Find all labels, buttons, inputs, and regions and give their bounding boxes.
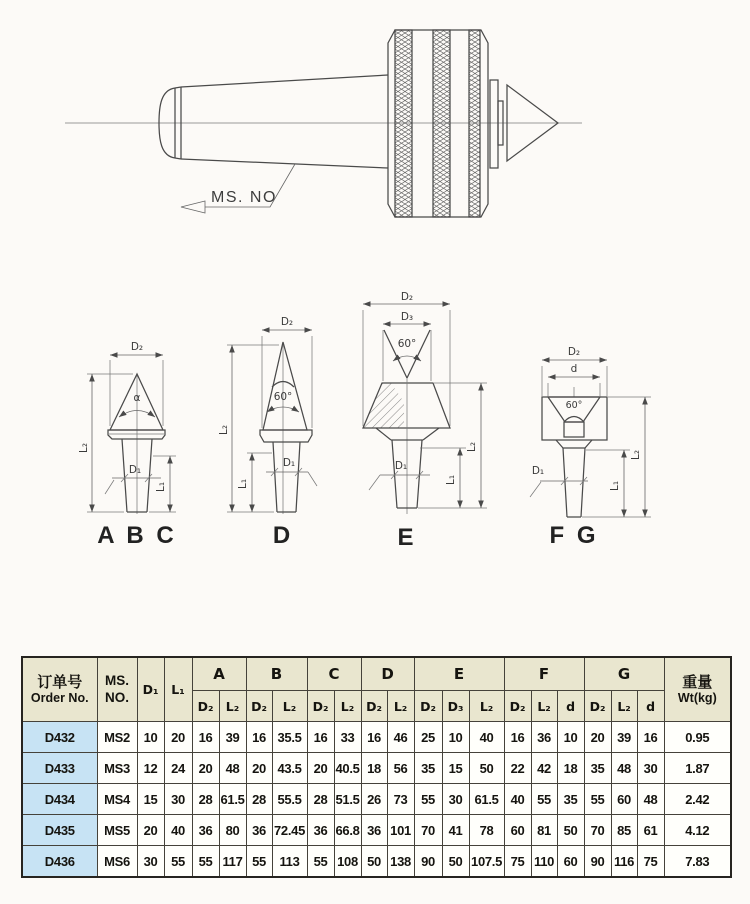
dimension-value-cell: 50 xyxy=(469,753,504,784)
dimension-value-cell: 55 xyxy=(584,784,611,815)
order-no-cell: D436 xyxy=(22,846,97,878)
leader-arrow-icon xyxy=(181,201,205,213)
dimension-value-cell: 81 xyxy=(531,815,557,846)
dimension-value-cell: 22 xyxy=(504,753,531,784)
dimension-value-cell: 20 xyxy=(137,815,164,846)
dimension-value-cell: 61.5 xyxy=(469,784,504,815)
dimension-value-cell: 80 xyxy=(219,815,246,846)
ms-no-callout xyxy=(181,164,295,213)
sub-header: d xyxy=(557,691,584,722)
dim-label-d1: D₁ xyxy=(282,457,296,469)
dimension-value-cell: 75 xyxy=(504,846,531,878)
dimension-value-cell: 20 xyxy=(164,722,192,753)
sub-header: L₂ xyxy=(334,691,361,722)
dimension-value-cell: 36 xyxy=(531,722,557,753)
dimension-value-cell: 35 xyxy=(557,784,584,815)
dimension-value-cell: 75 xyxy=(637,846,664,878)
diagram-e xyxy=(363,291,487,551)
sub-header: L₂ xyxy=(531,691,557,722)
dimension-value-cell: 50 xyxy=(442,846,469,878)
dimension-value-cell: 39 xyxy=(611,722,637,753)
col-header-weight xyxy=(664,657,731,722)
dimension-value-cell: 73 xyxy=(387,784,414,815)
dimension-value-cell: 138 xyxy=(387,846,414,878)
dimension-value-cell: 50 xyxy=(361,846,387,878)
knurled-body xyxy=(388,30,488,217)
weight-en: Wt(kg) xyxy=(677,691,717,705)
dimension-value-cell: 43.5 xyxy=(272,753,307,784)
order-no-cell: D433 xyxy=(22,753,97,784)
sub-header: D₃ xyxy=(442,691,469,722)
dimension-value-cell: 60 xyxy=(611,784,637,815)
dimension-value-cell: 61.5 xyxy=(219,784,246,815)
dimension-value-cell: 15 xyxy=(442,753,469,784)
col-group-c: C xyxy=(307,657,361,691)
dim-label-d2: D₂ xyxy=(400,291,414,303)
order-no-cell: D432 xyxy=(22,722,97,753)
col-header-ms-no: MS. NO. xyxy=(97,657,137,722)
dim-label-l2: L₂ xyxy=(466,441,478,453)
dimension-value-cell: 70 xyxy=(414,815,442,846)
sub-header: D₂ xyxy=(361,691,387,722)
sub-header: L₂ xyxy=(387,691,414,722)
dim-label-l2: L₂ xyxy=(78,442,90,454)
dimension-value-cell: 48 xyxy=(219,753,246,784)
morse-taper-shank xyxy=(159,75,388,168)
dimension-value-cell: 7.83 xyxy=(664,846,731,878)
dimension-value-cell: 2.42 xyxy=(664,784,731,815)
table-row xyxy=(22,753,731,784)
dimension-value-cell: 51.5 xyxy=(334,784,361,815)
ms-no-cell: MS6 xyxy=(97,846,137,878)
dimension-value-cell: 60 xyxy=(504,815,531,846)
dim-label-60deg: 60° xyxy=(273,391,293,403)
dimension-value-cell: 110 xyxy=(531,846,557,878)
col-group-f: F xyxy=(504,657,584,691)
dimension-value-cell: 24 xyxy=(164,753,192,784)
dimension-value-cell: 28 xyxy=(246,784,272,815)
dimension-value-cell: 30 xyxy=(442,784,469,815)
dim-label-d: d xyxy=(570,363,578,375)
dimension-value-cell: 66.8 xyxy=(334,815,361,846)
point-style-diagrams xyxy=(60,290,680,560)
dimension-value-cell: 10 xyxy=(442,722,469,753)
dimension-value-cell: 72.45 xyxy=(272,815,307,846)
dimension-value-cell: 28 xyxy=(307,784,334,815)
sub-header: L₂ xyxy=(469,691,504,722)
dimension-value-cell: 33 xyxy=(334,722,361,753)
dimension-value-cell: 40 xyxy=(469,722,504,753)
col-group-e: E xyxy=(414,657,504,691)
diagram-e-label: E xyxy=(397,524,417,551)
dimension-value-cell: 15 xyxy=(137,784,164,815)
dim-label-60deg: 60° xyxy=(565,400,583,411)
dim-label-l1: L₁ xyxy=(237,478,249,490)
dimension-value-cell: 0.95 xyxy=(664,722,731,753)
sub-header: L₂ xyxy=(219,691,246,722)
dimension-value-cell: 101 xyxy=(387,815,414,846)
dimension-value-cell: 90 xyxy=(414,846,442,878)
dimension-value-cell: 40 xyxy=(164,815,192,846)
dimension-value-cell: 20 xyxy=(307,753,334,784)
dimension-value-cell: 26 xyxy=(361,784,387,815)
dimension-value-cell: 35.5 xyxy=(272,722,307,753)
col-group-b: B xyxy=(246,657,307,691)
dimension-value-cell: 30 xyxy=(637,753,664,784)
sub-header: L₂ xyxy=(272,691,307,722)
diagram-abc-label: A B C xyxy=(97,522,177,549)
ms-no-cell: MS3 xyxy=(97,753,137,784)
dimension-value-cell: 61 xyxy=(637,815,664,846)
dimension-value-cell: 10 xyxy=(137,722,164,753)
sub-header: D₂ xyxy=(307,691,334,722)
dimension-value-cell: 35 xyxy=(584,753,611,784)
dimension-value-cell: 107.5 xyxy=(469,846,504,878)
knurl-band xyxy=(469,30,480,217)
table-body xyxy=(22,722,731,878)
section-hatch xyxy=(363,383,404,428)
dim-label-d2: D₂ xyxy=(130,341,144,353)
dimension-value-cell: 85 xyxy=(611,815,637,846)
dim-label-l2: L₂ xyxy=(630,449,642,461)
knurl-band xyxy=(433,30,450,217)
order-no-cell: D434 xyxy=(22,784,97,815)
col-group-d: D xyxy=(361,657,414,691)
dim-label-60deg: 60° xyxy=(397,338,417,350)
dimension-value-cell: 36 xyxy=(246,815,272,846)
dim-label-d1: D₁ xyxy=(531,465,545,477)
dimension-value-cell: 39 xyxy=(219,722,246,753)
dimension-value-cell: 60 xyxy=(557,846,584,878)
dimension-value-cell: 16 xyxy=(246,722,272,753)
table-row xyxy=(22,722,731,753)
dimension-value-cell: 12 xyxy=(137,753,164,784)
dim-label-d1: D₁ xyxy=(394,460,408,472)
dimension-value-cell: 78 xyxy=(469,815,504,846)
dimension-value-cell: 4.12 xyxy=(664,815,731,846)
sub-header: d xyxy=(637,691,664,722)
col-group-g: G xyxy=(584,657,664,691)
order-no-en: Order No. xyxy=(30,691,89,705)
dimension-value-cell: 48 xyxy=(611,753,637,784)
dimension-value-cell: 16 xyxy=(637,722,664,753)
diagram-fg-label: F G xyxy=(549,522,599,549)
diagram-d-label: D xyxy=(272,522,294,549)
dimension-value-cell: 56 xyxy=(387,753,414,784)
order-no-cell: D435 xyxy=(22,815,97,846)
dimension-value-cell: 28 xyxy=(192,784,219,815)
col-header-d1: D₁ xyxy=(137,657,164,722)
dim-label-l1: L₁ xyxy=(155,481,167,493)
knurl-band xyxy=(395,30,412,217)
dimension-value-cell: 41 xyxy=(442,815,469,846)
dimension-value-cell: 55 xyxy=(307,846,334,878)
center-point-cone xyxy=(490,80,558,168)
dim-label-l1: L₁ xyxy=(445,474,457,486)
dimension-value-cell: 18 xyxy=(557,753,584,784)
dimension-value-cell: 20 xyxy=(192,753,219,784)
dimension-value-cell: 25 xyxy=(414,722,442,753)
dimension-value-cell: 46 xyxy=(387,722,414,753)
dimension-value-cell: 16 xyxy=(307,722,334,753)
dimension-value-cell: 20 xyxy=(246,753,272,784)
dimension-table xyxy=(21,656,732,878)
dimension-value-cell: 117 xyxy=(219,846,246,878)
dimension-value-cell: 40 xyxy=(504,784,531,815)
dimension-value-cell: 108 xyxy=(334,846,361,878)
header-row-groups xyxy=(22,657,731,691)
dimension-value-cell: 36 xyxy=(307,815,334,846)
dimension-value-cell: 48 xyxy=(637,784,664,815)
ms-no-cell: MS2 xyxy=(97,722,137,753)
diagram-fg xyxy=(530,346,651,549)
dim-label-d1: D₁ xyxy=(128,464,142,476)
table-row xyxy=(22,815,731,846)
dimension-value-cell: 55 xyxy=(414,784,442,815)
dimension-value-cell: 20 xyxy=(584,722,611,753)
dimension-value-cell: 16 xyxy=(361,722,387,753)
dimension-value-cell: 113 xyxy=(272,846,307,878)
sub-header: D₂ xyxy=(584,691,611,722)
col-group-a: A xyxy=(192,657,246,691)
col-header-order-no xyxy=(22,657,97,722)
sub-header: L₂ xyxy=(611,691,637,722)
dimension-value-cell: 30 xyxy=(164,784,192,815)
dimension-value-cell: 55 xyxy=(246,846,272,878)
dimension-value-cell: 36 xyxy=(192,815,219,846)
dimension-value-cell: 30 xyxy=(137,846,164,878)
ms-no-cell: MS5 xyxy=(97,815,137,846)
sub-header: D₂ xyxy=(414,691,442,722)
dimension-value-cell: 1.87 xyxy=(664,753,731,784)
col-header-l1: L₁ xyxy=(164,657,192,722)
order-no-zh: 订单号 xyxy=(37,673,83,691)
ms-no-callout-label: MS. NO xyxy=(211,189,277,206)
dim-label-d2: D₂ xyxy=(280,316,294,328)
dimension-value-cell: 36 xyxy=(361,815,387,846)
dim-label-l1: L₁ xyxy=(609,480,621,492)
dimension-value-cell: 70 xyxy=(584,815,611,846)
dim-label-d3: D₃ xyxy=(400,311,414,323)
dim-label-alpha: α xyxy=(133,392,141,404)
live-center-side-view xyxy=(55,15,595,230)
dim-label-d2: D₂ xyxy=(567,346,581,358)
dimension-value-cell: 55 xyxy=(531,784,557,815)
dimension-value-cell: 10 xyxy=(557,722,584,753)
sub-header: D₂ xyxy=(192,691,219,722)
weight-zh: 重量 xyxy=(682,673,713,691)
dimension-value-cell: 55 xyxy=(192,846,219,878)
dim-label-l2: L₂ xyxy=(218,424,230,436)
dimension-value-cell: 50 xyxy=(557,815,584,846)
dimension-value-cell: 16 xyxy=(504,722,531,753)
ms-no-cell: MS4 xyxy=(97,784,137,815)
diagram-abc xyxy=(78,341,177,549)
dimension-value-cell: 35 xyxy=(414,753,442,784)
table-row xyxy=(22,784,731,815)
dimension-value-cell: 18 xyxy=(361,753,387,784)
dimension-value-cell: 55 xyxy=(164,846,192,878)
dimension-value-cell: 16 xyxy=(192,722,219,753)
table-row xyxy=(22,846,731,878)
dimension-value-cell: 40.5 xyxy=(334,753,361,784)
diagram-d xyxy=(218,316,317,549)
dimension-value-cell: 90 xyxy=(584,846,611,878)
dimension-value-cell: 42 xyxy=(531,753,557,784)
sub-header: D₂ xyxy=(246,691,272,722)
dimension-value-cell: 55.5 xyxy=(272,784,307,815)
dimension-value-cell: 116 xyxy=(611,846,637,878)
sub-header: D₂ xyxy=(504,691,531,722)
